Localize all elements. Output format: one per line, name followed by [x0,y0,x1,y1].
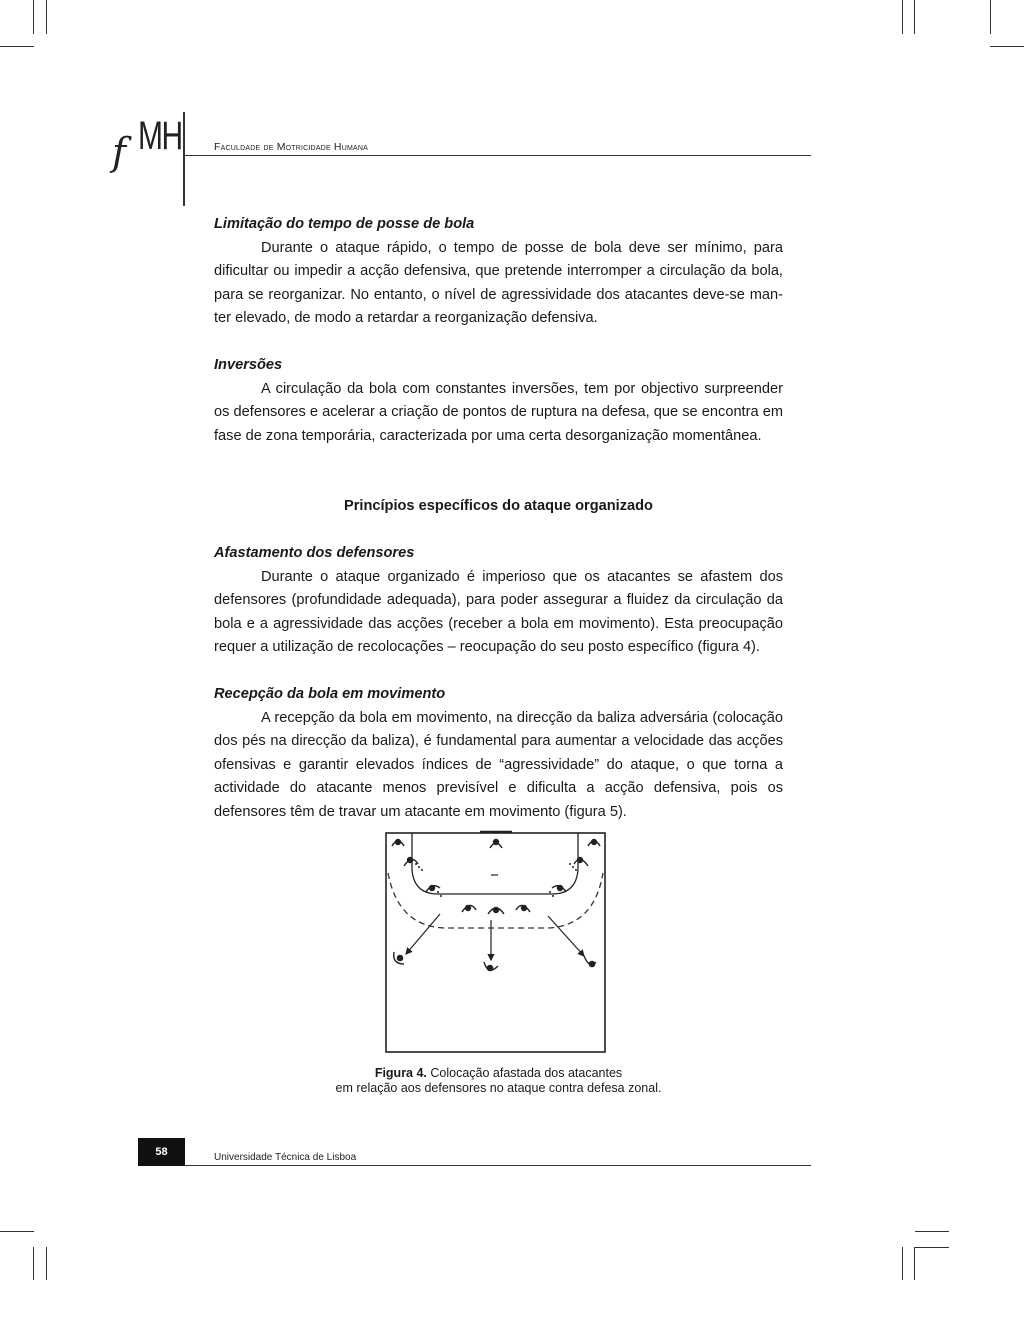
section-title: Recepção da bola em movimento [214,686,446,702]
crop-mark [914,0,915,34]
crop-mark [915,1247,949,1248]
section-title: Afastamento dos defensores [214,545,415,561]
section-title: Limitação do tempo de posse de bola [214,216,475,232]
crop-mark [990,46,1024,47]
figure-caption [214,1066,783,1096]
section-paragraph: Durante o ataque organizado é imperioso que os atacantes se afastem dos defensores (profundidade adequada), para poder assegurar a fluidez da circulação da bola e a agressividade das acções (receber a bola em movimento). Esta preocupação requer a utilização de recolocações – reocupação do seu posto específico (figura 4). [214,568,783,655]
crop-mark [33,1247,34,1280]
section-paragraph: A circulação da bola com constantes inversões, tem por objectivo surpreender os defensores e acelerar a criação de pontos de ruptura na defesa, que se encontra em fase de zona temporária, caracterizada por uma certa desorganização momentânea. [214,380,783,444]
section-paragraph: Durante o ataque rápido, o tempo de posse de bola deve ser mínimo, para dificultar ou impedir a acção defensiva, que pretende interromper a circulação da bola, para se reorganizar. No entanto, o nível de agressividade dos atacantes deve-se manter elevado, de modo a retardar a reorganização defensiva. [214,239,783,326]
caption-line-1: Colocação afastada dos atacantes [426,1066,623,1080]
crop-mark [46,0,47,34]
crop-mark [0,46,34,47]
crop-mark [990,0,991,34]
running-footer: Universidade Técnica de Lisboa [214,1152,357,1163]
section-paragraph: A recepção da bola em movimento, na direcção da baliza adversária (colocação dos pés na direcção da baliza), é fundamental para aumentar a velocidade das acções ofensivas e garantir elevados índices de “agressividade” do ataque, o que torna a actividade do atacante menos previsível e dificulta a acção defensiva, pois os defensores têm de travar um atacante em movimento (figura 5). [214,709,783,820]
logo-mh: MH [138,114,182,158]
free-throw-line [388,873,603,928]
header-rule [183,155,811,156]
arrow-icon [548,916,584,956]
running-header: Faculdade de Motricidade Humana [214,141,368,153]
caption-line-2: em relação aos defensores no ataque contra defesa zonal. [335,1081,662,1095]
movement-arrows [406,914,584,960]
crop-mark [914,1247,915,1280]
section-title: Inversões [214,357,283,373]
figure-label: Figura 4. [374,1066,427,1080]
defender-player-icon [392,840,600,915]
footer-rule [185,1165,811,1166]
crop-mark [915,1231,949,1232]
crop-mark [902,0,903,34]
attacker-player-icon [394,952,596,971]
crop-mark [0,1231,34,1232]
crop-mark [46,1247,47,1280]
header-vertical-rule [183,112,185,206]
page-number: 58 [138,1138,185,1166]
page-body [214,213,783,824]
court-diagram [384,830,608,1054]
crop-mark [33,0,34,34]
logo-f: f [112,130,127,174]
chapter-heading: Princípios específicos do ataque organizado [344,498,653,514]
defensive-marker-dots [415,863,577,897]
crop-mark [902,1247,903,1280]
arrow-icon [406,914,440,954]
